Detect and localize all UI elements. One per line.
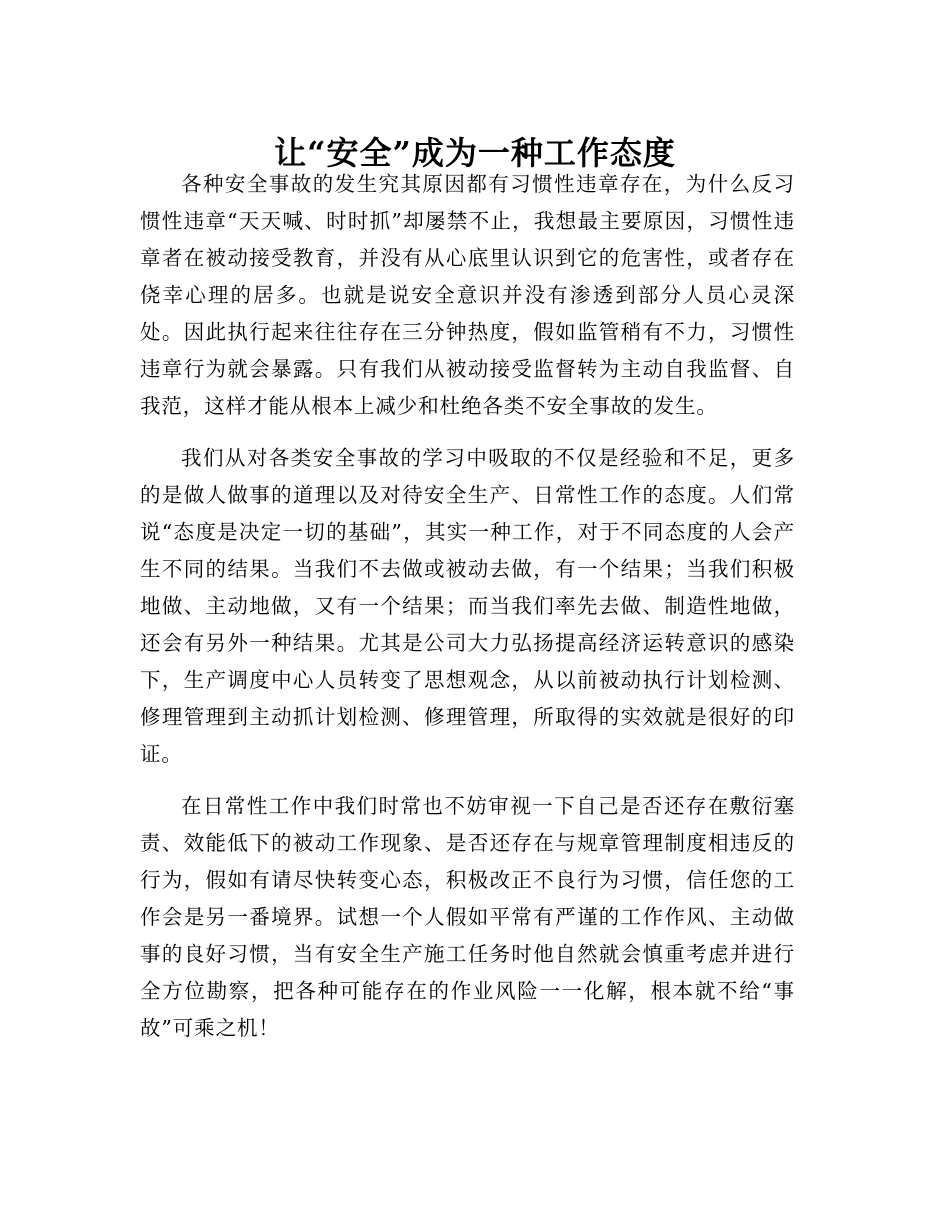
body-paragraph-1: 各种安全事故的发生究其原因都有习惯性违章存在，为什么反习惯性违章“天天喊、时时抓”却屡禁不止，我想最主要原因，习惯性违章者在被动接受教育，并没有从心底里认识到它的危害性，或者存在侥幸心理的居多。也就是说安全意识并没有渗透到部分人员心灵深处。因此执行起来往往存在三分钟热度，假如监管稍有不力，习惯性违章行为就会暴露。只有我们从被动接受监督转为主动自我监督、自我范，这样才能从根本上减少和杜绝各类不安全事故的发生。 [140, 172, 795, 418]
body-paragraph-3: 在日常性工作中我们时常也不妨审视一下自己是否还存在敷衍塞责、效能低下的被动工作现象、是否还存在与规章管理制度相违反的行为，假如有请尽快转变心态，积极改正不良行为习惯，信任您的工作会是另一番境界。试想一个人假如平常有严谨的工作作风、主动做事的良好习惯，当有安全生产施工任务时他自然就会慎重考虑并进行全方位勘察，把各种可能存在的作业风险一一化解，根本就不给“事故”可乘之机！ [140, 794, 795, 1040]
document-title: 让“安全”成为一种工作态度 [274, 134, 676, 173]
body-paragraph-2: 我们从对各类安全事故的学习中吸取的不仅是经验和不足，更多的是做人做事的道理以及对待安全生产、日常性工作的态度。人们常说“态度是决定一切的基础”，其实一种工作，对于不同态度的人会产生不同的结果。当我们不去做或被动去做，有一个结果；当我们积极地做、主动地做，又有一个结果；而当我们率先去做、制造性地做，还会有另外一种结果。尤其是公司大力弘扬提高经济运转意识的感染下，生产调度中心人员转变了思想观念，从以前被动执行计划检测、修理管理到主动抓计划检测、修理管理，所取得的实效就是很好的印证。 [140, 446, 795, 766]
